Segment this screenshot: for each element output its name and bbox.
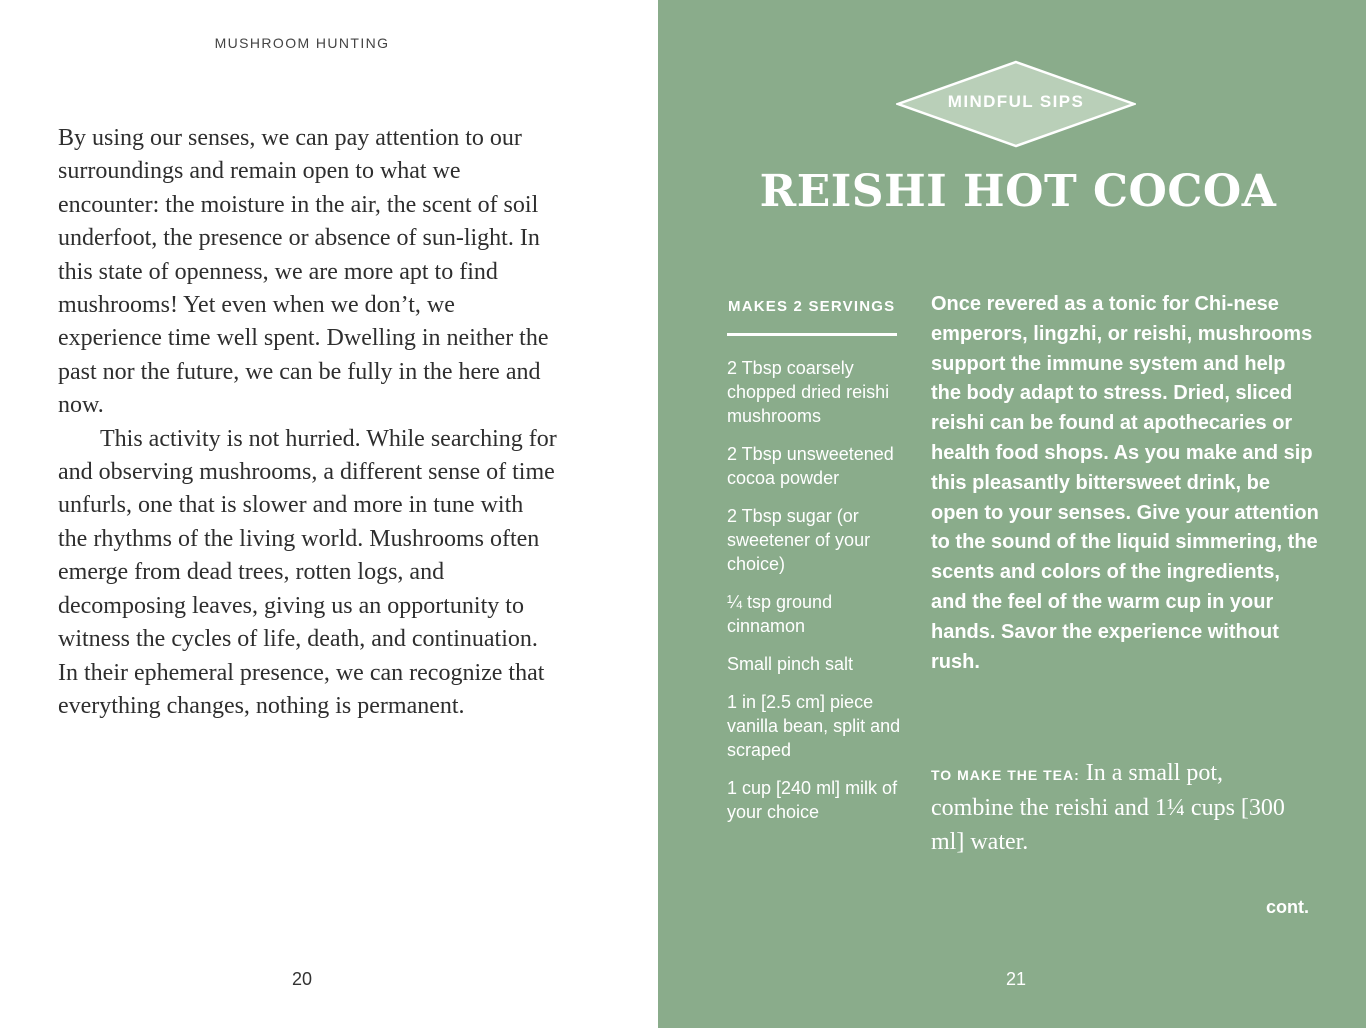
section-badge <box>896 60 1136 148</box>
ingredient-item: 1 cup [240 ml] milk of your choice <box>727 778 898 822</box>
method-label: TO MAKE THE TEA: <box>931 767 1080 783</box>
servings-label: MAKES 2 SERVINGS <box>728 298 896 315</box>
running-head: MUSHROOM HUNTING <box>214 35 390 51</box>
right-page <box>658 0 1366 1028</box>
ingredient-item: 1 in [2.5 cm] piece vanilla bean, split and scraped <box>727 692 901 760</box>
ingredient-item: Small pinch salt <box>727 654 854 674</box>
recipe-title: REISHI HOT COCOA <box>759 166 1277 217</box>
page-number-right: 21 <box>1005 969 1027 989</box>
paragraph-2: This activity is not hurried. While searching for and observing mushrooms, a different sense of time unfurls, one that is slower and more in tune with the rhythms of the living world. Mushrooms often emerge from dead trees, rotten logs, and decomposing leaves, giving us an opportunity to witness the cycles of life, death, and continuation. In their ephemeral presence, we can recognize that everything changes, nothing is permanent. <box>58 425 557 719</box>
ingredient-item: ¼ tsp ground cinnamon <box>727 592 833 636</box>
ingredient-item: 2 Tbsp unsweetened cocoa powder <box>727 444 894 488</box>
continued-note: cont. <box>1266 897 1309 917</box>
page-number-left: 20 <box>291 969 313 989</box>
body-text <box>58 122 558 723</box>
recipe-intro: Once revered as a tonic for Chi-nese emperors, lingzhi, or reishi, mushrooms support the immune system and help the body adapt to stress. Dried, sliced reishi can be found at apothecaries or health food shops. As you make and sip this pleasantly bittersweet drink, be open to your senses. Give your attention to the sound of the liquid simmering, the scents and colors of the ingredients, and the feel of the warm cup in your hands. Savor the experience without rush. <box>931 293 1319 673</box>
badge-label: MINDFUL SIPS <box>947 92 1085 111</box>
ingredient-item: 2 Tbsp coarsely chopped dried reishi mushrooms <box>727 358 890 426</box>
paragraph-1: By using our senses, we can pay attention to our surroundings and remain open to what we encounter: the moisture in the air, the scent of soil underfoot, the presence or absence of sun-light. In this state of openness, we are more apt to find mushrooms! Yet even when we don’t, we experience time well spent. Dwelling in neither the past nor the future, we can be fully in the here and now. <box>58 125 549 419</box>
servings-divider <box>727 333 897 336</box>
left-page <box>0 0 658 1028</box>
ingredient-list <box>727 356 913 838</box>
method-paragraph <box>931 757 1311 859</box>
method-text: In a small pot, combine the reishi and 1¼ cups [300 ml] water. <box>931 760 1285 855</box>
ingredient-item: 2 Tbsp sugar (or sweetener of your choice) <box>727 506 871 574</box>
